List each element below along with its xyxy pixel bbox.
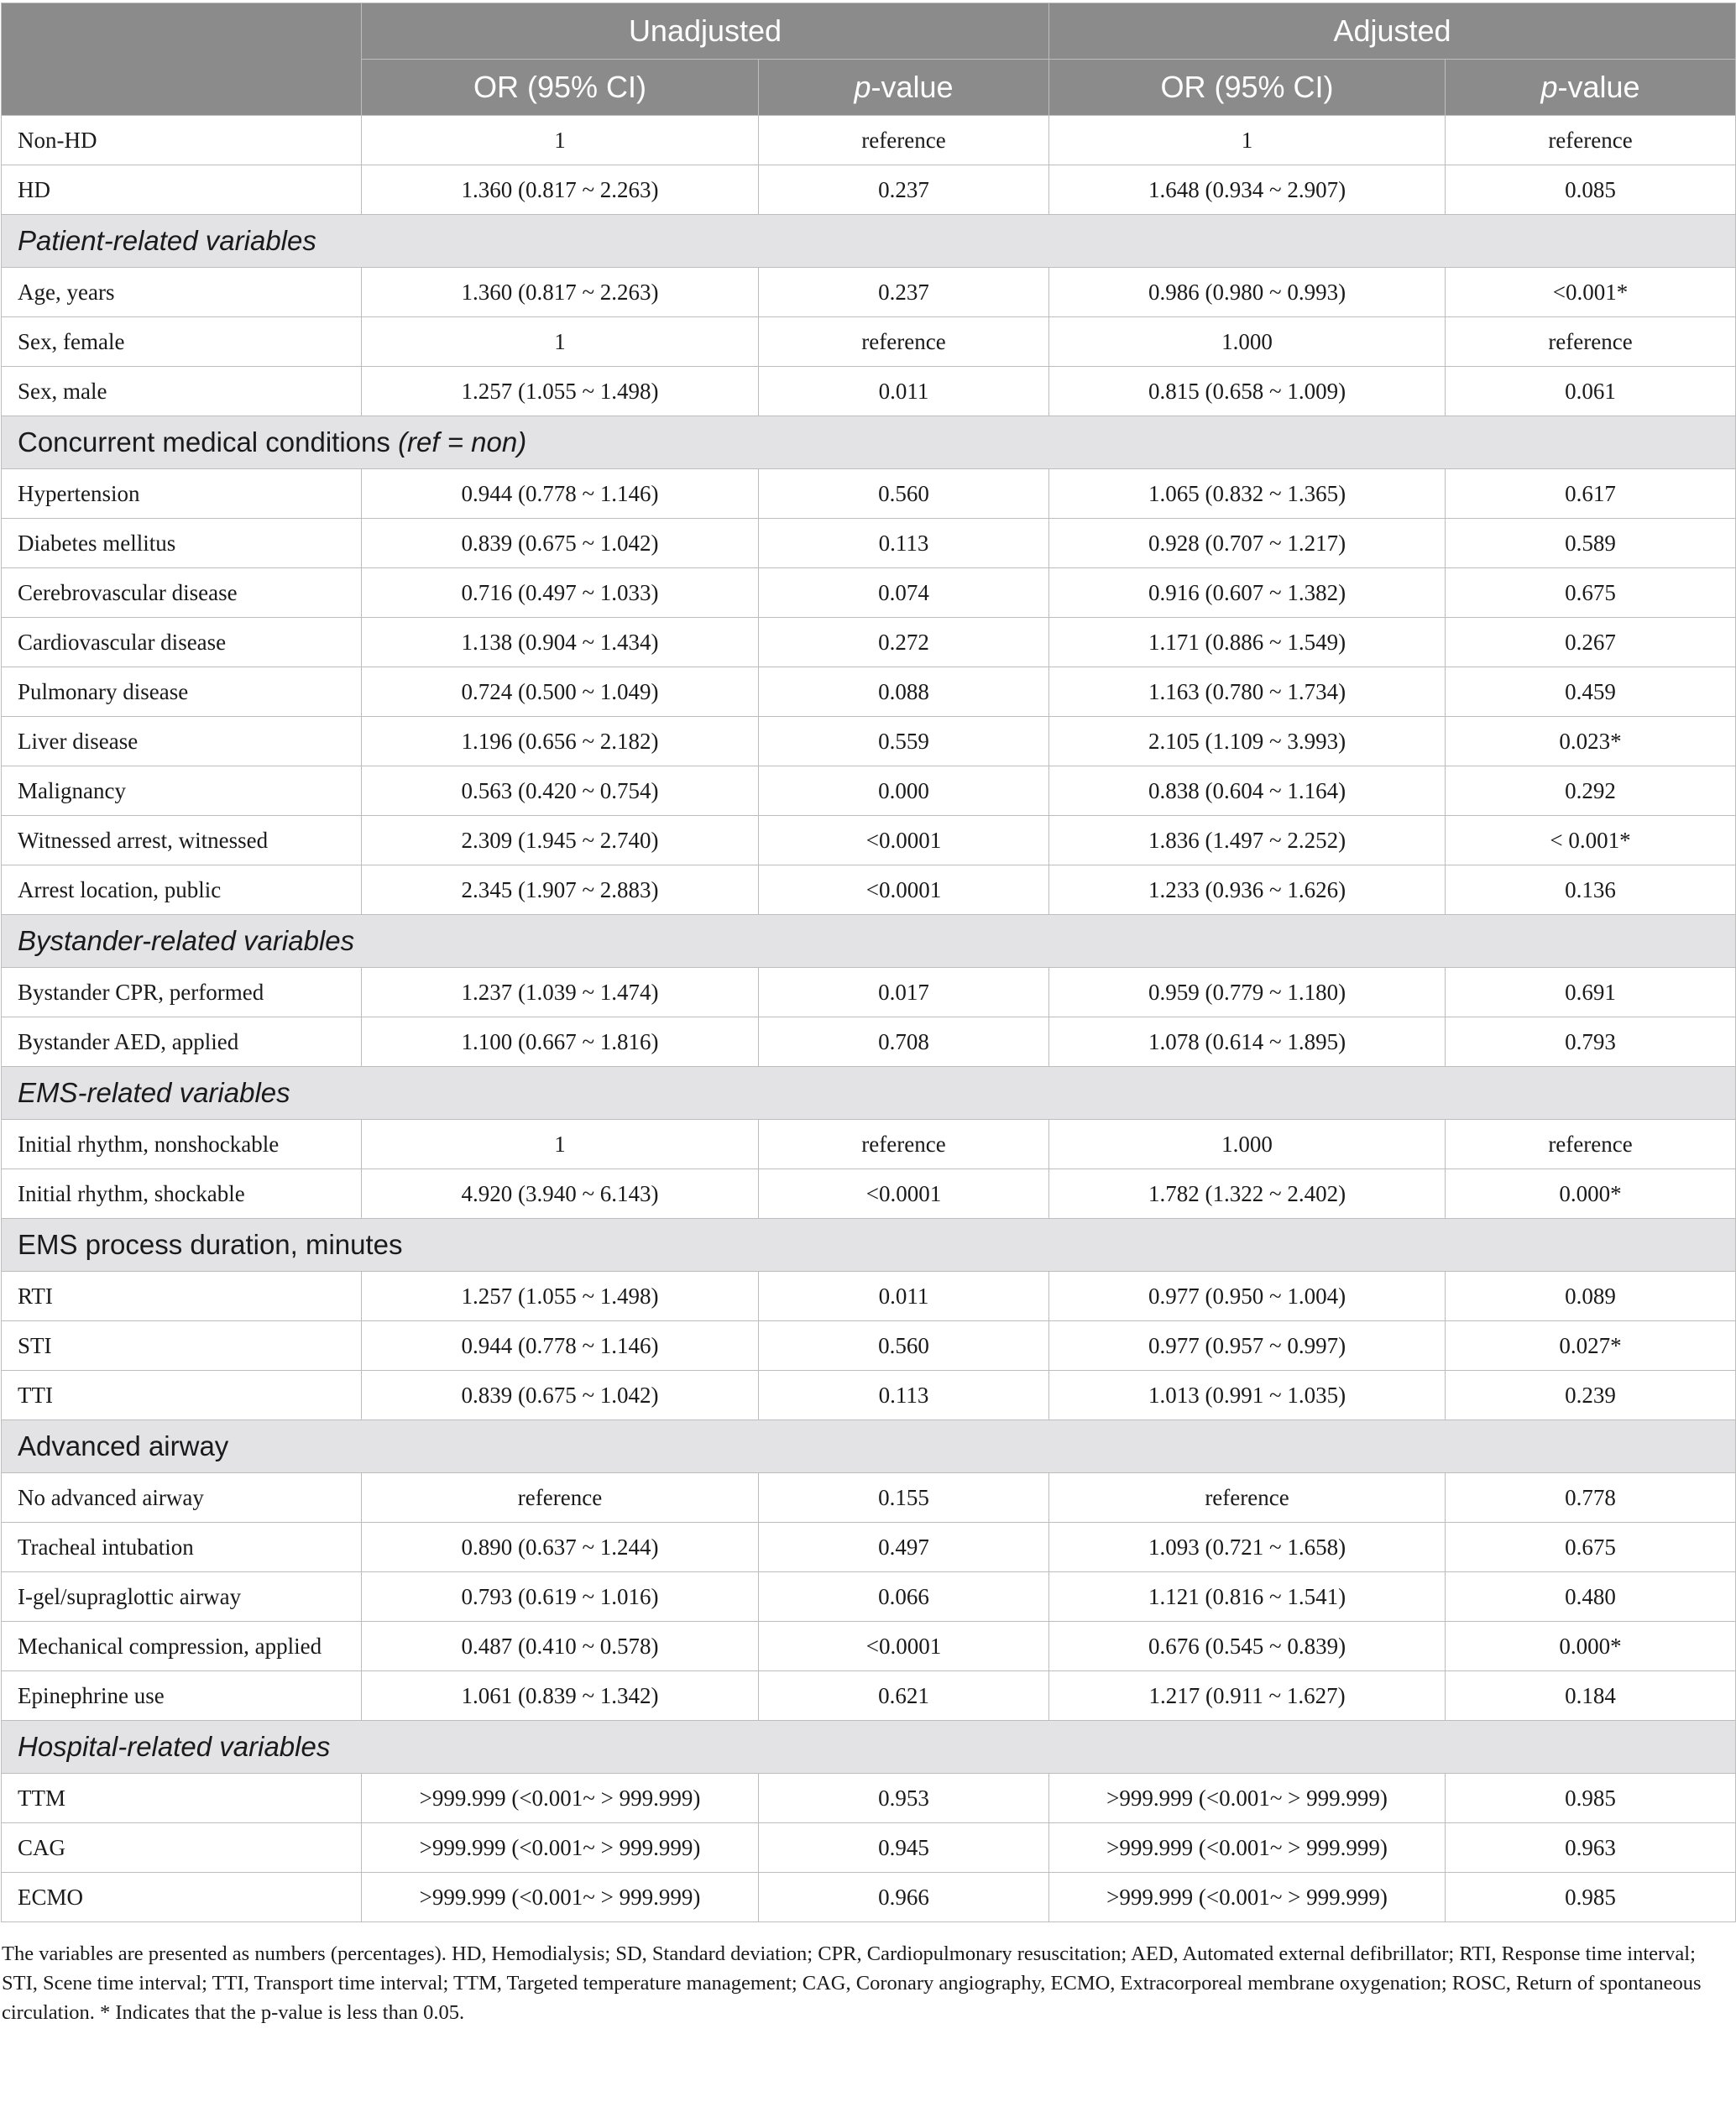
table-row — [2, 1823, 1736, 1873]
table-row — [2, 116, 1736, 165]
table-row — [2, 1017, 1736, 1067]
adjusted-p-cell: 0.267 — [1446, 618, 1736, 667]
unadjusted-p-cell: 0.621 — [759, 1671, 1049, 1721]
adjusted-or-cell: 0.815 (0.658 ~ 1.009) — [1049, 367, 1446, 416]
table-row — [2, 568, 1736, 618]
unadjusted-or-cell: 0.716 (0.497 ~ 1.033) — [362, 568, 759, 618]
row-label: I-gel/supraglottic airway — [2, 1572, 362, 1622]
row-label: Witnessed arrest, witnessed — [2, 816, 362, 865]
adjusted-p-cell: 0.589 — [1446, 519, 1736, 568]
adjusted-or-cell: 1 — [1049, 116, 1446, 165]
table-row — [2, 1622, 1736, 1671]
unadjusted-p-cell: 0.560 — [759, 1321, 1049, 1371]
section-title-text: Patient-related variables — [18, 225, 316, 256]
unadjusted-or-cell: 0.487 (0.410 ~ 0.578) — [362, 1622, 759, 1671]
unadjusted-or-cell: 1.237 (1.039 ~ 1.474) — [362, 968, 759, 1017]
adjusted-or-cell: 0.959 (0.779 ~ 1.180) — [1049, 968, 1446, 1017]
header-group-row — [2, 3, 1736, 60]
adjusted-p-cell: 0.793 — [1446, 1017, 1736, 1067]
adjusted-p-cell: 0.778 — [1446, 1473, 1736, 1523]
unadjusted-or-cell: 2.345 (1.907 ~ 2.883) — [362, 865, 759, 915]
adjusted-or-cell: 0.916 (0.607 ~ 1.382) — [1049, 568, 1446, 618]
unadjusted-p-cell: <0.0001 — [759, 1169, 1049, 1219]
row-label: Diabetes mellitus — [2, 519, 362, 568]
unadjusted-or-cell: 0.839 (0.675 ~ 1.042) — [362, 519, 759, 568]
row-label: No advanced airway — [2, 1473, 362, 1523]
p-suffix: -value — [871, 70, 954, 104]
unadjusted-p-cell: 0.497 — [759, 1523, 1049, 1572]
row-label: Cardiovascular disease — [2, 618, 362, 667]
section-header-row — [2, 416, 1736, 469]
adjusted-p-cell: 0.963 — [1446, 1823, 1736, 1873]
adjusted-p-cell: 0.239 — [1446, 1371, 1736, 1420]
table-row — [2, 816, 1736, 865]
adjusted-or-cell: 1.233 (0.936 ~ 1.626) — [1049, 865, 1446, 915]
unadjusted-or-cell: 1 — [362, 317, 759, 367]
section-title-suffix: (ref = non) — [398, 426, 527, 457]
adjusted-or-cell: 1.000 — [1049, 317, 1446, 367]
header-unadjusted: Unadjusted — [362, 3, 1049, 60]
table-row — [2, 1572, 1736, 1622]
unadjusted-p-cell: 0.237 — [759, 165, 1049, 215]
unadjusted-p-cell: <0.0001 — [759, 865, 1049, 915]
section-header-row — [2, 215, 1736, 268]
unadjusted-or-cell: 1.257 (1.055 ~ 1.498) — [362, 1272, 759, 1321]
section-title-text: Hospital-related variables — [18, 1731, 331, 1762]
unadjusted-p-cell: 0.560 — [759, 469, 1049, 519]
table-row — [2, 367, 1736, 416]
adjusted-or-cell: 1.171 (0.886 ~ 1.549) — [1049, 618, 1446, 667]
p-italic: p — [854, 70, 871, 104]
section-title — [2, 1420, 1736, 1473]
header-adjusted-p — [1446, 60, 1736, 116]
adjusted-p-cell: 0.000* — [1446, 1622, 1736, 1671]
adjusted-p-cell: 0.000* — [1446, 1169, 1736, 1219]
adjusted-p-cell: 0.985 — [1446, 1873, 1736, 1922]
adjusted-or-cell: 1.065 (0.832 ~ 1.365) — [1049, 469, 1446, 519]
unadjusted-or-cell: 0.944 (0.778 ~ 1.146) — [362, 1321, 759, 1371]
unadjusted-or-cell: 0.839 (0.675 ~ 1.042) — [362, 1371, 759, 1420]
adjusted-p-cell: 0.136 — [1446, 865, 1736, 915]
section-header-row — [2, 1420, 1736, 1473]
section-header-row — [2, 915, 1736, 968]
table-footnote: The variables are presented as numbers (percentages). HD, Hemodialysis; SD, Standard deviation; CPR, Cardiopulmonary resuscitation; AED, Automated external defibrillator; RTI, Response time interval; STI, Scene time interval; TTI, Transport time interval; TTM, Targeted temperature management; CAG, Coronary angiography, ECMO, Extracorporeal membrane oxygenation; ROSC, Return of spontaneous circulation. * Indicates that the p-value is less than 0.05. — [2, 1942, 1702, 2024]
row-label: HD — [2, 165, 362, 215]
p-italic: p — [1540, 70, 1558, 104]
unadjusted-p-cell: reference — [759, 317, 1049, 367]
adjusted-p-cell: 0.480 — [1446, 1572, 1736, 1622]
adjusted-or-cell: 0.986 (0.980 ~ 0.993) — [1049, 268, 1446, 317]
section-header-row — [2, 1219, 1736, 1272]
section-title — [2, 1219, 1736, 1272]
table-row — [2, 519, 1736, 568]
adjusted-p-cell: reference — [1446, 317, 1736, 367]
adjusted-p-cell: reference — [1446, 116, 1736, 165]
table-row — [2, 1473, 1736, 1523]
adjusted-or-cell: 1.836 (1.497 ~ 2.252) — [1049, 816, 1446, 865]
unadjusted-or-cell: 0.563 (0.420 ~ 0.754) — [362, 766, 759, 816]
section-title — [2, 915, 1736, 968]
row-label: CAG — [2, 1823, 362, 1873]
unadjusted-p-cell: 0.237 — [759, 268, 1049, 317]
unadjusted-p-cell: 0.155 — [759, 1473, 1049, 1523]
unadjusted-or-cell: 4.920 (3.940 ~ 6.143) — [362, 1169, 759, 1219]
adjusted-or-cell: 1.093 (0.721 ~ 1.658) — [1049, 1523, 1446, 1572]
row-label: Malignancy — [2, 766, 362, 816]
adjusted-p-cell: 0.985 — [1446, 1774, 1736, 1823]
unadjusted-p-cell: 0.966 — [759, 1873, 1049, 1922]
unadjusted-p-cell: 0.113 — [759, 1371, 1049, 1420]
adjusted-p-cell: 0.023* — [1446, 717, 1736, 766]
adjusted-or-cell: >999.999 (<0.001~ > 999.999) — [1049, 1774, 1446, 1823]
header-adjusted-or: OR (95% CI) — [1049, 60, 1446, 116]
row-label: Cerebrovascular disease — [2, 568, 362, 618]
unadjusted-or-cell: 1.061 (0.839 ~ 1.342) — [362, 1671, 759, 1721]
regression-table — [1, 3, 1736, 1922]
unadjusted-p-cell: 0.074 — [759, 568, 1049, 618]
section-title-text: Concurrent medical conditions — [18, 426, 399, 457]
row-label: Epinephrine use — [2, 1671, 362, 1721]
table-row — [2, 268, 1736, 317]
table-row — [2, 865, 1736, 915]
section-title-text: Bystander-related variables — [18, 925, 355, 956]
table-row — [2, 1523, 1736, 1572]
row-label: Bystander CPR, performed — [2, 968, 362, 1017]
row-label: RTI — [2, 1272, 362, 1321]
row-label: TTI — [2, 1371, 362, 1420]
document — [0, 3, 1736, 2027]
section-title — [2, 215, 1736, 268]
unadjusted-p-cell: <0.0001 — [759, 816, 1049, 865]
adjusted-p-cell: 0.027* — [1446, 1321, 1736, 1371]
unadjusted-or-cell: 0.793 (0.619 ~ 1.016) — [362, 1572, 759, 1622]
unadjusted-p-cell: <0.0001 — [759, 1622, 1049, 1671]
adjusted-or-cell: 1.782 (1.322 ~ 2.402) — [1049, 1169, 1446, 1219]
table-row — [2, 1169, 1736, 1219]
table-row — [2, 618, 1736, 667]
adjusted-or-cell: 1.217 (0.911 ~ 1.627) — [1049, 1671, 1446, 1721]
adjusted-p-cell: < 0.001* — [1446, 816, 1736, 865]
row-label: Sex, female — [2, 317, 362, 367]
adjusted-p-cell: 0.617 — [1446, 469, 1736, 519]
adjusted-or-cell: 0.977 (0.957 ~ 0.997) — [1049, 1321, 1446, 1371]
unadjusted-or-cell: reference — [362, 1473, 759, 1523]
unadjusted-or-cell: 1.257 (1.055 ~ 1.498) — [362, 367, 759, 416]
adjusted-or-cell: 1.078 (0.614 ~ 1.895) — [1049, 1017, 1446, 1067]
header-unadjusted-p — [759, 60, 1049, 116]
adjusted-or-cell: 1.163 (0.780 ~ 1.734) — [1049, 667, 1446, 717]
unadjusted-p-cell: 0.011 — [759, 367, 1049, 416]
unadjusted-p-cell: 0.272 — [759, 618, 1049, 667]
row-label: Initial rhythm, shockable — [2, 1169, 362, 1219]
adjusted-or-cell: 1.013 (0.991 ~ 1.035) — [1049, 1371, 1446, 1420]
table-row — [2, 766, 1736, 816]
section-title-text: EMS process duration, minutes — [18, 1229, 403, 1260]
adjusted-or-cell: 1.121 (0.816 ~ 1.541) — [1049, 1572, 1446, 1622]
section-title-text: Advanced airway — [18, 1430, 229, 1461]
unadjusted-or-cell: 1.100 (0.667 ~ 1.816) — [362, 1017, 759, 1067]
unadjusted-p-cell: 0.088 — [759, 667, 1049, 717]
table-row — [2, 317, 1736, 367]
unadjusted-p-cell: reference — [759, 1120, 1049, 1169]
header-blank-cell — [2, 3, 362, 116]
section-title — [2, 1067, 1736, 1120]
table-body — [2, 116, 1736, 1922]
unadjusted-p-cell: 0.945 — [759, 1823, 1049, 1873]
table-row — [2, 968, 1736, 1017]
adjusted-or-cell: reference — [1049, 1473, 1446, 1523]
adjusted-or-cell: >999.999 (<0.001~ > 999.999) — [1049, 1823, 1446, 1873]
row-label: Non-HD — [2, 116, 362, 165]
header-unadjusted-or: OR (95% CI) — [362, 60, 759, 116]
header-adjusted: Adjusted — [1049, 3, 1736, 60]
unadjusted-p-cell: 0.113 — [759, 519, 1049, 568]
adjusted-p-cell: reference — [1446, 1120, 1736, 1169]
row-label: Hypertension — [2, 469, 362, 519]
adjusted-p-cell: 0.184 — [1446, 1671, 1736, 1721]
table-row — [2, 667, 1736, 717]
row-label: Arrest location, public — [2, 865, 362, 915]
table-row — [2, 1671, 1736, 1721]
adjusted-p-cell: 0.691 — [1446, 968, 1736, 1017]
unadjusted-or-cell: >999.999 (<0.001~ > 999.999) — [362, 1873, 759, 1922]
table-row — [2, 1272, 1736, 1321]
section-header-row — [2, 1067, 1736, 1120]
section-title-text: EMS-related variables — [18, 1077, 290, 1108]
unadjusted-p-cell: 0.953 — [759, 1774, 1049, 1823]
unadjusted-or-cell: 1.360 (0.817 ~ 2.263) — [362, 268, 759, 317]
table-row — [2, 1120, 1736, 1169]
adjusted-or-cell: 0.977 (0.950 ~ 1.004) — [1049, 1272, 1446, 1321]
row-label: ECMO — [2, 1873, 362, 1922]
unadjusted-p-cell: 0.011 — [759, 1272, 1049, 1321]
row-label: STI — [2, 1321, 362, 1371]
row-label: Age, years — [2, 268, 362, 317]
table-row — [2, 1321, 1736, 1371]
p-suffix: -value — [1557, 70, 1640, 104]
adjusted-p-cell: 0.675 — [1446, 568, 1736, 618]
table-row — [2, 1873, 1736, 1922]
row-label: Tracheal intubation — [2, 1523, 362, 1572]
unadjusted-or-cell: 1 — [362, 1120, 759, 1169]
unadjusted-p-cell: 0.000 — [759, 766, 1049, 816]
unadjusted-or-cell: 0.944 (0.778 ~ 1.146) — [362, 469, 759, 519]
row-label: Bystander AED, applied — [2, 1017, 362, 1067]
adjusted-p-cell: <0.001* — [1446, 268, 1736, 317]
section-title — [2, 1721, 1736, 1774]
adjusted-p-cell: 0.061 — [1446, 367, 1736, 416]
table-row — [2, 165, 1736, 215]
table-row — [2, 469, 1736, 519]
unadjusted-or-cell: 0.890 (0.637 ~ 1.244) — [362, 1523, 759, 1572]
section-title — [2, 416, 1736, 469]
adjusted-or-cell: 0.838 (0.604 ~ 1.164) — [1049, 766, 1446, 816]
unadjusted-p-cell: 0.708 — [759, 1017, 1049, 1067]
row-label: Pulmonary disease — [2, 667, 362, 717]
adjusted-or-cell: 1.648 (0.934 ~ 2.907) — [1049, 165, 1446, 215]
adjusted-p-cell: 0.292 — [1446, 766, 1736, 816]
adjusted-p-cell: 0.085 — [1446, 165, 1736, 215]
unadjusted-or-cell: 0.724 (0.500 ~ 1.049) — [362, 667, 759, 717]
row-label: Initial rhythm, nonshockable — [2, 1120, 362, 1169]
section-header-row — [2, 1721, 1736, 1774]
table-row — [2, 1371, 1736, 1420]
row-label: Liver disease — [2, 717, 362, 766]
row-label: Sex, male — [2, 367, 362, 416]
adjusted-p-cell: 0.459 — [1446, 667, 1736, 717]
adjusted-or-cell: 2.105 (1.109 ~ 3.993) — [1049, 717, 1446, 766]
unadjusted-p-cell: 0.559 — [759, 717, 1049, 766]
unadjusted-p-cell: 0.066 — [759, 1572, 1049, 1622]
unadjusted-or-cell: 1 — [362, 116, 759, 165]
unadjusted-or-cell: 2.309 (1.945 ~ 2.740) — [362, 816, 759, 865]
unadjusted-or-cell: 1.138 (0.904 ~ 1.434) — [362, 618, 759, 667]
table-header — [2, 3, 1736, 116]
adjusted-or-cell: 0.928 (0.707 ~ 1.217) — [1049, 519, 1446, 568]
table-row — [2, 717, 1736, 766]
unadjusted-p-cell: 0.017 — [759, 968, 1049, 1017]
table-row — [2, 1774, 1736, 1823]
unadjusted-or-cell: 1.360 (0.817 ~ 2.263) — [362, 165, 759, 215]
adjusted-or-cell: >999.999 (<0.001~ > 999.999) — [1049, 1873, 1446, 1922]
adjusted-p-cell: 0.675 — [1446, 1523, 1736, 1572]
adjusted-p-cell: 0.089 — [1446, 1272, 1736, 1321]
adjusted-or-cell: 1.000 — [1049, 1120, 1446, 1169]
unadjusted-or-cell: 1.196 (0.656 ~ 2.182) — [362, 717, 759, 766]
unadjusted-or-cell: >999.999 (<0.001~ > 999.999) — [362, 1823, 759, 1873]
unadjusted-p-cell: reference — [759, 116, 1049, 165]
adjusted-or-cell: 0.676 (0.545 ~ 0.839) — [1049, 1622, 1446, 1671]
row-label: Mechanical compression, applied — [2, 1622, 362, 1671]
unadjusted-or-cell: >999.999 (<0.001~ > 999.999) — [362, 1774, 759, 1823]
row-label: TTM — [2, 1774, 362, 1823]
